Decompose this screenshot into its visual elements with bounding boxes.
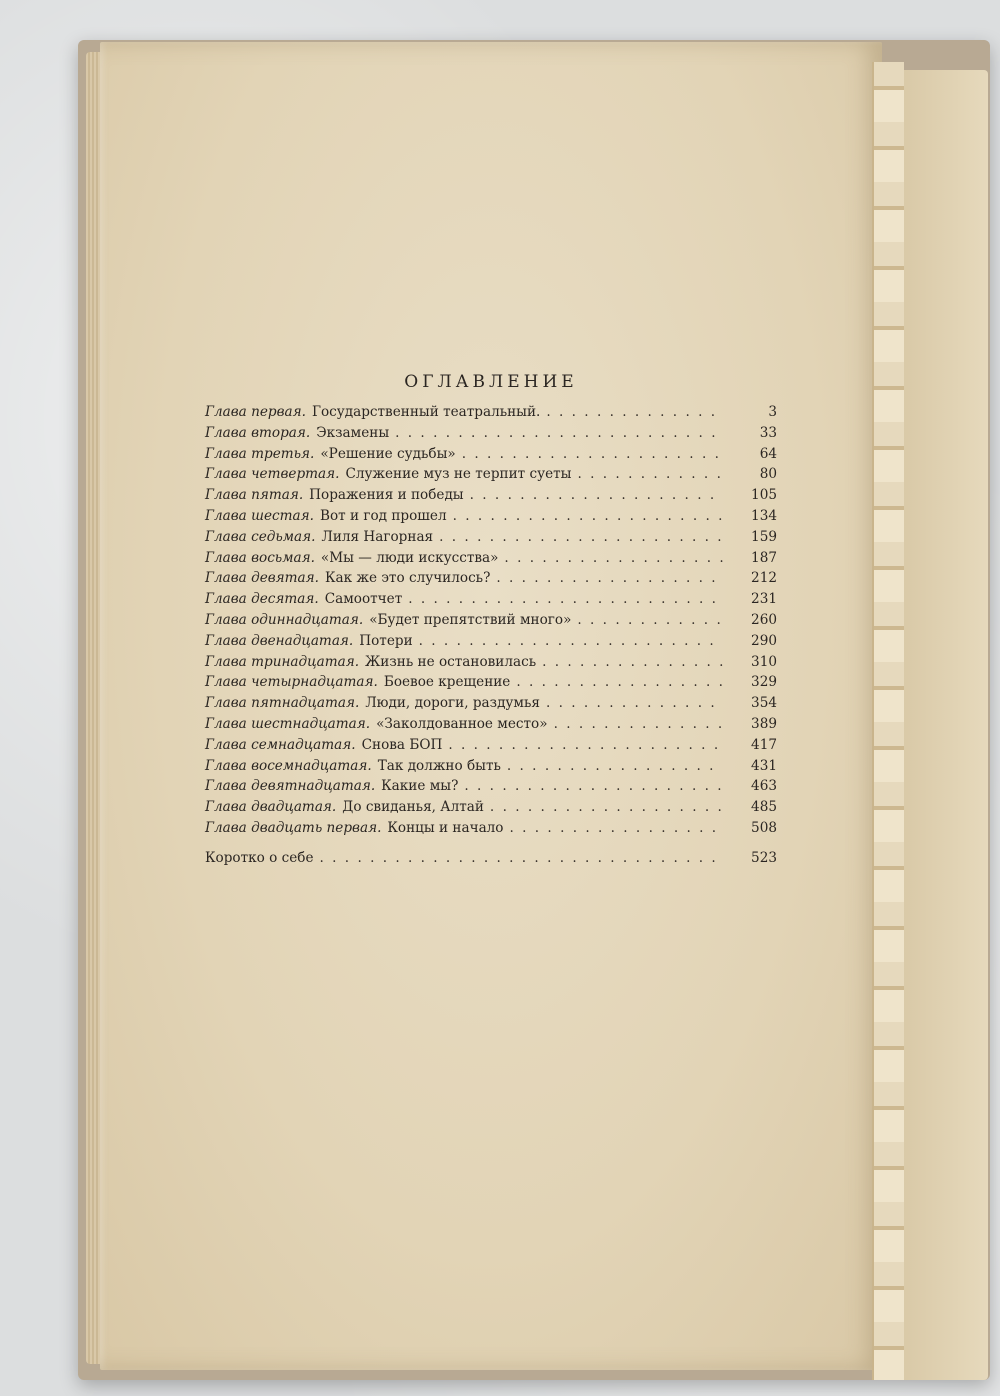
toc-chapter-list bbox=[205, 402, 777, 839]
toc-page-number: 354 bbox=[751, 695, 777, 712]
toc-page-number: 523 bbox=[751, 849, 777, 866]
toc-row[interactable] bbox=[205, 756, 777, 777]
chapter-title: Потери bbox=[359, 632, 413, 649]
chapter-title: Так должно быть bbox=[377, 757, 501, 774]
chapter-title: Какие мы? bbox=[381, 778, 459, 795]
toc-page-number: 105 bbox=[751, 487, 777, 504]
chapter-number: Глава четвертая. bbox=[205, 466, 340, 483]
leader-dots bbox=[507, 756, 723, 777]
leader-dots bbox=[490, 797, 723, 818]
toc-page-number: 187 bbox=[751, 549, 777, 566]
leader-dots bbox=[496, 568, 723, 589]
toc-row[interactable] bbox=[205, 714, 777, 735]
leader-dots bbox=[453, 506, 723, 527]
leader-dots bbox=[516, 672, 723, 693]
chapter-number: Глава одиннадцатая. bbox=[205, 611, 364, 628]
chapter-number: Глава двенадцатая. bbox=[205, 632, 354, 649]
chapter-number: Глава четырнадцатая. bbox=[205, 674, 378, 691]
chapter-number: Глава двадцатая. bbox=[205, 799, 337, 816]
chapter-title: Государственный театральный. bbox=[311, 404, 541, 420]
leader-dots bbox=[546, 402, 723, 423]
toc-row[interactable] bbox=[205, 672, 777, 693]
leader-dots bbox=[408, 589, 723, 610]
leader-dots bbox=[462, 444, 723, 465]
toc-page-number: 417 bbox=[751, 736, 777, 753]
chapter-title: Вот и год прошел bbox=[319, 507, 447, 524]
toc-page-number: 3 bbox=[768, 404, 777, 420]
book-spine bbox=[872, 62, 904, 1380]
toc-row[interactable] bbox=[205, 631, 777, 652]
chapter-number: Глава тринадцатая. bbox=[205, 653, 360, 670]
chapter-title: Люди, дороги, раздумья bbox=[365, 695, 540, 712]
toc-row[interactable] bbox=[205, 464, 777, 485]
toc-page-number: 260 bbox=[751, 611, 777, 628]
toc-heading: ОГЛАВЛЕНИЕ bbox=[404, 372, 578, 392]
toc-row[interactable] bbox=[205, 444, 777, 465]
chapter-title: До свиданья, Алтай bbox=[342, 799, 484, 816]
leader-dots bbox=[395, 423, 723, 444]
leader-dots bbox=[504, 548, 723, 569]
toc-row[interactable] bbox=[205, 776, 777, 797]
chapter-title: «Мы — люди искусства» bbox=[320, 549, 499, 566]
toc-row[interactable] bbox=[205, 506, 777, 527]
toc-page-number: 134 bbox=[751, 507, 777, 524]
toc-page-number: 290 bbox=[751, 632, 777, 649]
toc-row[interactable] bbox=[205, 402, 777, 423]
leader-dots bbox=[578, 464, 724, 485]
leader-dots bbox=[470, 485, 723, 506]
chapter-number: Глава девятнадцатая. bbox=[205, 778, 376, 795]
chapter-title: Самоотчет bbox=[324, 591, 403, 608]
chapter-number: Глава пятая. bbox=[205, 487, 304, 504]
chapter-number: Глава седьмая. bbox=[205, 528, 316, 545]
chapter-title: Концы и начало bbox=[387, 819, 504, 836]
toc-row[interactable] bbox=[205, 589, 777, 610]
chapter-number: Глава двадцать первая. bbox=[205, 819, 382, 836]
toc-page-number: 485 bbox=[751, 799, 777, 816]
chapter-number: Глава вторая. bbox=[205, 424, 311, 441]
leader-dots bbox=[546, 693, 723, 714]
chapter-number: Глава шестая. bbox=[205, 507, 314, 524]
leader-dots bbox=[577, 610, 723, 631]
leader-dots bbox=[464, 776, 723, 797]
toc-page-number: 329 bbox=[751, 674, 777, 691]
chapter-title: «Заколдованное место» bbox=[376, 715, 548, 732]
leader-dots bbox=[320, 848, 723, 869]
leader-dots bbox=[554, 714, 723, 735]
toc-row[interactable] bbox=[205, 652, 777, 673]
leader-dots bbox=[439, 527, 723, 548]
chapter-title: Жизнь не остановилась bbox=[365, 653, 537, 670]
leader-dots bbox=[510, 818, 724, 839]
toc-page-number: 212 bbox=[751, 570, 777, 587]
chapter-number: Глава первая. bbox=[205, 404, 306, 420]
chapter-number: Глава семнадцатая. bbox=[205, 736, 356, 753]
chapter-title: Поражения и победы bbox=[309, 487, 464, 504]
toc-row-about[interactable] bbox=[205, 848, 777, 869]
chapter-number: Глава девятая. bbox=[205, 570, 319, 587]
toc-page-number: 310 bbox=[751, 653, 777, 670]
chapter-number: Глава третья. bbox=[205, 445, 315, 462]
toc-row[interactable] bbox=[205, 797, 777, 818]
chapter-title: Снова БОП bbox=[361, 736, 443, 753]
toc-row[interactable] bbox=[205, 610, 777, 631]
leader-dots bbox=[419, 631, 723, 652]
toc-page-number: 33 bbox=[759, 424, 777, 441]
chapter-title: Служение муз не терпит суеты bbox=[345, 466, 572, 483]
chapter-title: «Будет препятствий много» bbox=[369, 611, 572, 628]
chapter-title: «Решение судьбы» bbox=[320, 445, 456, 462]
toc-page-number: 431 bbox=[751, 757, 777, 774]
toc-row[interactable] bbox=[205, 818, 777, 839]
toc-row[interactable] bbox=[205, 527, 777, 548]
leader-dots bbox=[542, 652, 723, 673]
chapter-title: Как же это случилось? bbox=[325, 570, 491, 587]
chapter-title: Экзамены bbox=[316, 424, 390, 441]
toc-row[interactable] bbox=[205, 735, 777, 756]
facing-page bbox=[902, 70, 988, 1380]
toc-page-number: 508 bbox=[751, 819, 777, 836]
toc-page-number: 231 bbox=[751, 591, 777, 608]
chapter-number: Глава пятнадцатая. bbox=[205, 695, 360, 712]
toc-page-number: 159 bbox=[751, 528, 777, 545]
toc-page-number: 389 bbox=[751, 715, 777, 732]
chapter-number: Глава десятая. bbox=[205, 591, 319, 608]
toc-page-number: 463 bbox=[751, 778, 777, 795]
table-of-contents bbox=[205, 372, 777, 869]
chapter-title: Лиля Нагорная bbox=[321, 528, 434, 545]
toc-row[interactable] bbox=[205, 485, 777, 506]
toc-row[interactable] bbox=[205, 423, 777, 444]
chapter-number: Глава восьмая. bbox=[205, 549, 315, 566]
toc-entry-title: Коротко о себе bbox=[205, 849, 314, 866]
toc-row[interactable] bbox=[205, 548, 777, 569]
chapter-number: Глава шестнадцатая. bbox=[205, 715, 371, 732]
toc-row[interactable] bbox=[205, 693, 777, 714]
chapter-title: Боевое крещение bbox=[383, 674, 511, 691]
toc-row[interactable] bbox=[205, 568, 777, 589]
toc-page-number: 80 bbox=[759, 466, 777, 483]
chapter-number: Глава восемнадцатая. bbox=[205, 757, 372, 774]
leader-dots bbox=[448, 735, 723, 756]
toc-page-number: 64 bbox=[759, 445, 777, 462]
